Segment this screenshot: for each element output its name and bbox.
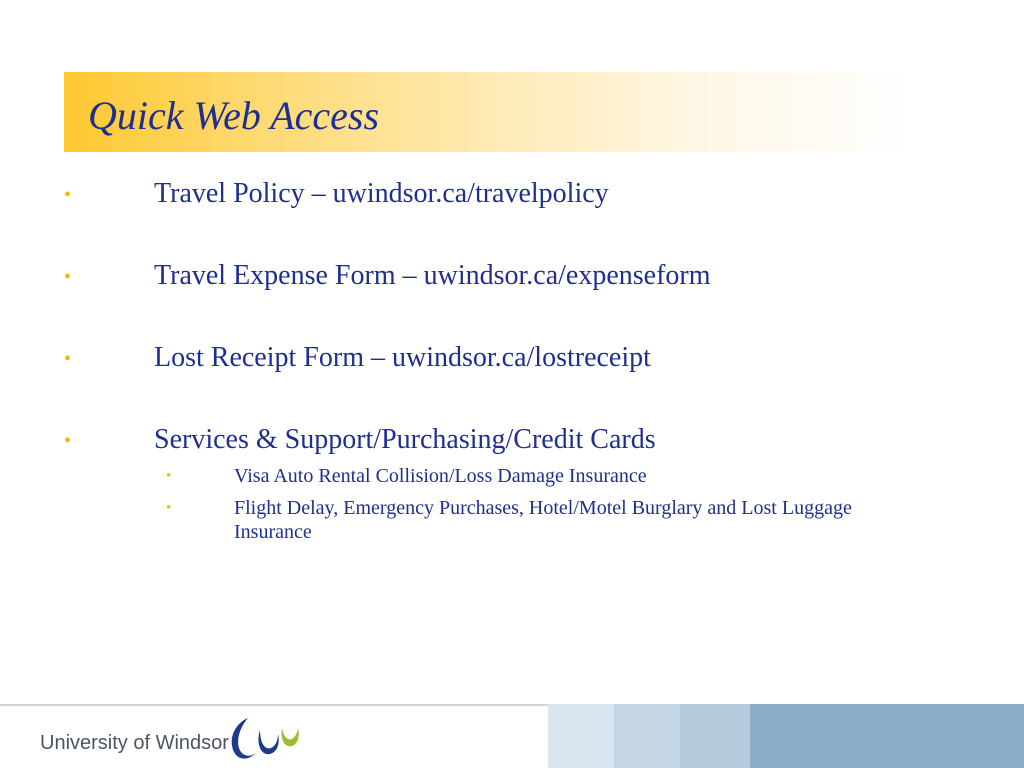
title-bar (64, 72, 914, 152)
footer-block (750, 704, 1024, 768)
bullet-icon: • (64, 184, 72, 206)
university-logo-icon (226, 714, 302, 764)
sub-list-item-text: Visa Auto Rental Collision/Loss Damage Insurance (234, 465, 647, 487)
bullet-icon: • (64, 266, 72, 288)
bullet-icon: • (64, 430, 72, 452)
footer-block (548, 704, 614, 768)
tagline: thinking forward (818, 20, 991, 44)
footer (0, 704, 1024, 768)
list-item-text: Travel Policy – uwindsor.ca/travelpolicy (154, 178, 609, 209)
bullet-icon: • (166, 500, 172, 516)
sub-list-item-text: Flight Delay, Emergency Purchases, Hotel/Motel Burglary and Lost Luggage Insurance (234, 497, 852, 543)
footer-color-blocks (548, 704, 1024, 768)
bullet-icon: • (64, 348, 72, 370)
footer-block (680, 704, 750, 768)
list-item-text: Services & Support/Purchasing/Credit Cards (154, 424, 656, 455)
slide-title: Quick Web Access (88, 93, 380, 138)
list-item-text: Lost Receipt Form – uwindsor.ca/lostreceipt (154, 342, 651, 373)
university-logo-text: University of Windsor (40, 732, 229, 754)
list-item-text: Travel Expense Form – uwindsor.ca/expenseform (154, 260, 711, 291)
footer-divider (0, 704, 548, 706)
bullet-icon: • (166, 468, 172, 484)
footer-block (614, 704, 680, 768)
